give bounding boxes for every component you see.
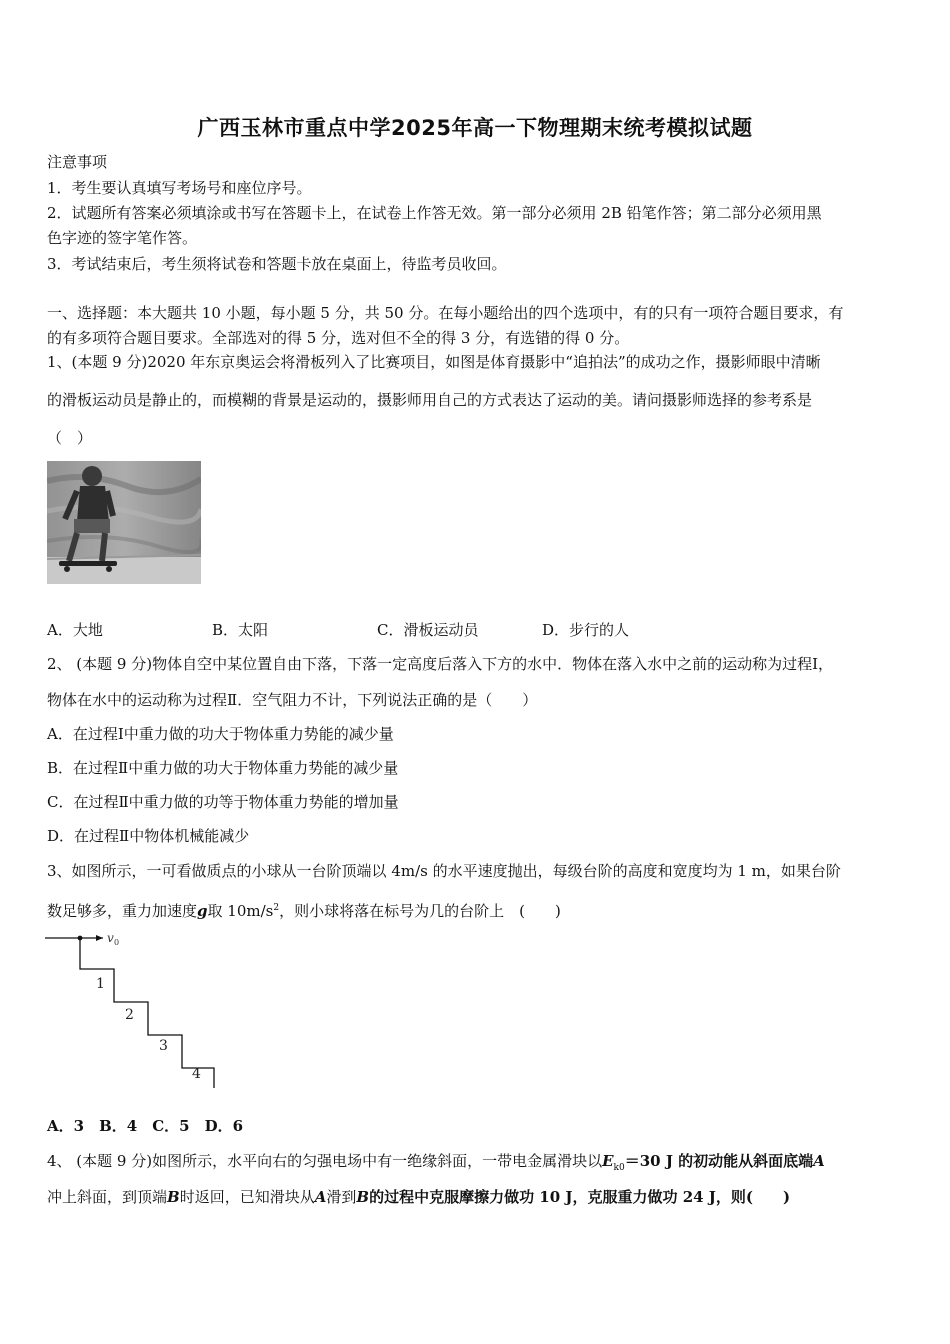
question-3-text: 数足够多，重力加速度g取 $10m/s^2$，则小球将落在标号为几的台阶上 ( )	[47, 902, 561, 920]
staircase-figure	[45, 926, 225, 1091]
notice-item: 2．试题所有答案必须填涂或书写在答题卡上，在试卷上作答无效。第一部分必须用 2B 铅笔作答；第二部分必须用黑	[47, 204, 822, 222]
option-c: C．滑板运动员	[377, 621, 479, 639]
section-intro: 的有多项符合题目要求。全部选对的得 5 分，选对但不全的得 3 分，有选错的得 0 分。	[47, 329, 630, 347]
question-2-text: 2、 (本题 9 分)物体自空中某位置自由下落，下落一定高度后落入下方的水中．物体在落入水中之前的运动称为过程Ⅰ，	[47, 655, 834, 673]
question-2-text: 物体在水中的运动称为过程Ⅱ．空气阻力不计，下列说法正确的是（ ）	[47, 691, 538, 709]
question-1-text: （ ）	[47, 429, 93, 447]
option-d: D．步行的人	[542, 621, 630, 639]
step-label: 4	[192, 1066, 201, 1082]
step-label: 3	[159, 1038, 168, 1054]
question-4-text: 4、 (本题 9 分)如图所示，水平向右的匀强电场中有一绝缘斜面，一带电金属滑块以$E_{k0}=30$ J 的初动能从斜面底端A	[47, 1152, 825, 1173]
question-4-text: 冲上斜面，到顶端B时返回，已知滑块从A滑到B的过程中克服摩擦力做功 10 J，克服重力做功 24 J，则( )	[47, 1188, 791, 1206]
notice-item: 1．考生要认真填写考场号和座位序号。	[47, 179, 312, 197]
option-d: D．在过程Ⅱ中物体机械能减少	[47, 827, 250, 845]
question-1-text: 1、(本题 9 分)2020 年东京奥运会将滑板列入了比赛项目，如图是体育摄影中“追拍法”的成功之作，摄影师眼中清晰	[47, 353, 821, 371]
option-c: C．在过程Ⅱ中重力做的功等于物体重力势能的增加量	[47, 793, 399, 811]
v0-subscript: 0	[114, 938, 120, 947]
option-b: B．太阳	[212, 621, 269, 639]
skateboarder-photo	[47, 461, 201, 584]
option-b: B．在过程Ⅱ中重力做的功大于物体重力势能的减少量	[47, 759, 399, 777]
option-a: A．在过程Ⅰ中重力做的功大于物体重力势能的减少量	[47, 725, 394, 743]
notice-item: 色字迹的签字笔作答。	[47, 229, 198, 247]
notice-item: 3．考试结束后，考生须将试卷和答题卡放在桌面上，待监考员收回。	[47, 255, 507, 273]
section-intro: 一、选择题：本大题共 10 小题，每小题 5 分，共 50 分。在每小题给出的四个选项中，有的只有一项符合题目要求，有	[47, 304, 844, 322]
notice-heading: 注意事项	[47, 153, 108, 171]
option-a: A．大地	[47, 621, 103, 639]
question-3-text: 3、如图所示，一可看做质点的小球从一台阶顶端以 4m/s 的水平速度抛出，每级台阶的高度和宽度均为 1 m，如果台阶	[47, 862, 841, 880]
question-3-options: A．3 B．4 C．5 D．6	[47, 1117, 244, 1135]
question-1-text: 的滑板运动员是静止的，而模糊的背景是运动的，摄影师用自己的方式表达了运动的美。请问摄影师选择的参考系是	[47, 391, 813, 409]
step-label: 2	[125, 1007, 134, 1023]
page-title: 广西玉林市重点中学2025年高一下物理期末统考模拟试题	[197, 116, 753, 140]
step-label: 1	[96, 976, 105, 992]
v0-label: v	[107, 931, 114, 945]
